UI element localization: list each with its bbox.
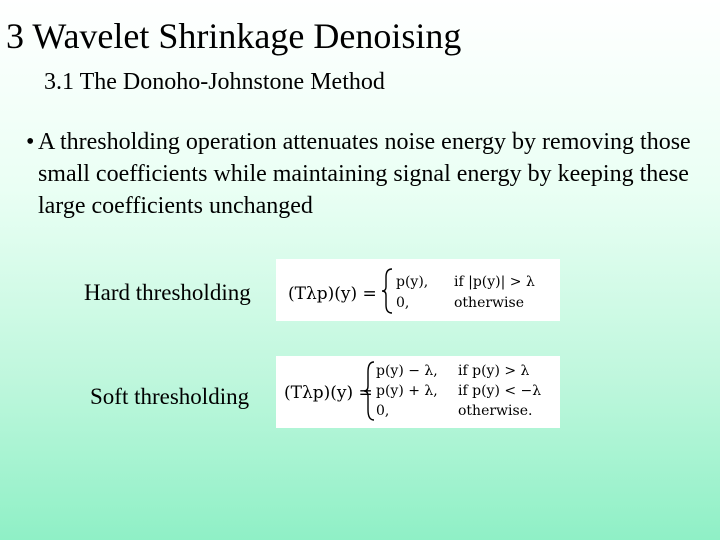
bullet-text: A thresholding operation attenuates noise energy by removing those small coefficients while maintaining signal energy by keeping these large coefficients unchanged [37, 129, 691, 219]
hard-case-1-value: p(y), [396, 274, 429, 290]
hard-case-2-value: 0, [396, 295, 410, 311]
soft-case-1-condition: if p(y) > λ [458, 363, 530, 379]
soft-formula-lhs: (Tλp)(y) = [284, 383, 373, 403]
soft-case-1-value: p(y) − λ, [376, 363, 438, 379]
bullet-marker: • [26, 129, 35, 155]
soft-case-3-value: 0, [376, 403, 390, 419]
soft-brace-icon [362, 360, 376, 422]
hard-thresholding-label: Hard thresholding [84, 280, 251, 305]
slide-title: 3 Wavelet Shrinkage Denoising [6, 16, 462, 56]
soft-case-3-condition: otherwise. [458, 403, 533, 419]
hard-brace-icon [380, 267, 394, 315]
hard-case-1-condition: if |p(y)| > λ [454, 274, 535, 290]
soft-case-2-condition: if p(y) < −λ [458, 383, 542, 399]
bullet-point [26, 126, 716, 222]
soft-thresholding-label: Soft thresholding [90, 384, 250, 409]
hard-case-2-condition: otherwise [454, 295, 524, 311]
hard-formula-lhs: (Tλp)(y) = [288, 284, 377, 304]
soft-thresholding-formula [276, 356, 560, 428]
hard-thresholding-formula [276, 259, 560, 321]
soft-case-2-value: p(y) + λ, [376, 383, 438, 399]
slide-subtitle: 3.1 The Donoho-Johnstone Method [44, 69, 385, 95]
